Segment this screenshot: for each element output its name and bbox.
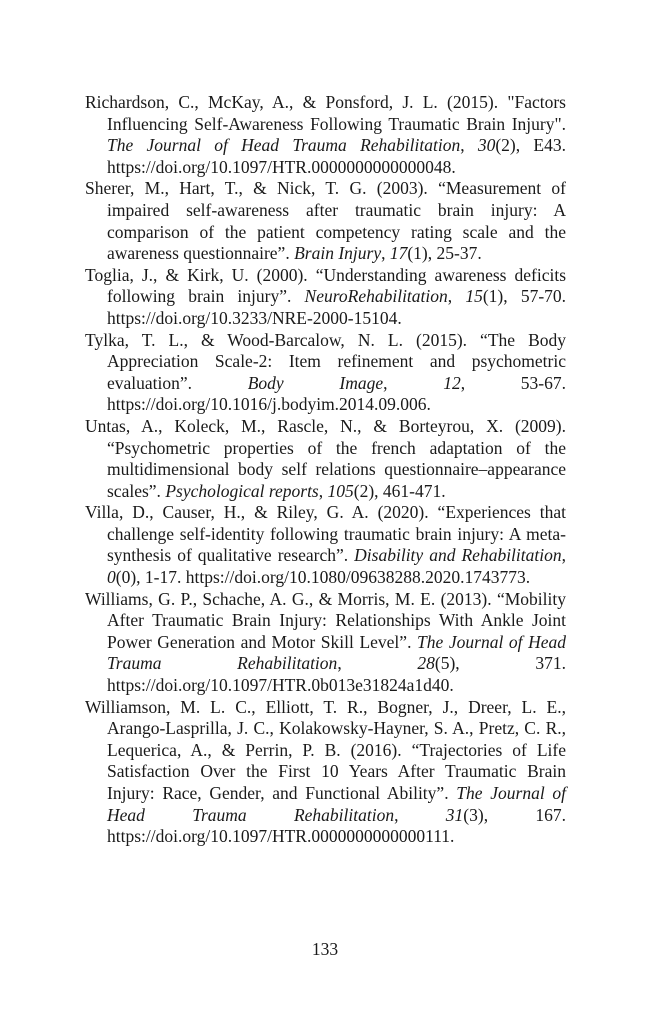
reference-separator: , <box>561 545 566 566</box>
reference-separator: , <box>337 653 418 674</box>
reference-journal: Disability and Rehabilitation <box>354 545 562 566</box>
reference-journal: Brain Injury <box>294 243 382 264</box>
reference-volume: 12 <box>443 372 461 393</box>
reference-entry <box>85 92 566 178</box>
reference-volume: 31 <box>445 804 464 825</box>
reference-separator: , <box>447 286 466 307</box>
reference-volume: 28 <box>417 653 435 674</box>
reference-volume: 30 <box>477 135 496 156</box>
reference-journal: The Journal of Head Trauma Rehabilitation <box>107 135 461 156</box>
reference-separator: , <box>460 135 478 156</box>
reference-details: (2), E43. https://doi.org/10.1097/HTR.0000000000000048. <box>107 135 566 177</box>
reference-journal: Psychological reports <box>165 480 319 501</box>
reference-journal: The Journal of Head Trauma Rehabilitation <box>107 783 566 825</box>
reference-entry <box>85 589 566 697</box>
reference-entry <box>85 265 566 330</box>
reference-separator: , <box>394 804 446 825</box>
reference-authors-title: Villa, D., Causer, H., & Riley, G. A. (2020). “Experiences that challenge self-identity following traumatic brain injury: A meta-synthesis of qualitative research”. <box>85 502 566 566</box>
reference-volume: 15 <box>465 286 483 307</box>
reference-details: (1), 25-37. <box>407 243 482 264</box>
reference-details: , 53-67. https://doi.org/10.1016/j.bodyim.2014.09.006. <box>107 372 566 415</box>
reference-volume: 0 <box>107 567 116 588</box>
reference-journal: The Journal of Head Trauma Rehabilitation <box>107 631 566 674</box>
reference-details: (5), 371. https://doi.org/10.1097/HTR.0b013e31824a1d40. <box>107 653 566 696</box>
reference-journal: Body Image <box>247 372 384 393</box>
reference-entry <box>85 697 566 848</box>
reference-journal: NeuroRehabilitation <box>304 286 448 307</box>
reference-details: (1), 57-70. https://doi.org/10.3233/NRE-2000-15104. <box>107 286 567 328</box>
reference-authors-title: Sherer, M., Hart, T., & Nick, T. G. (2003). “Measurement of impaired self-awareness after traumatic brain injury: A comparison of the patient competency rating scale and the awareness questionnaire”. <box>85 178 566 264</box>
reference-entry <box>85 416 566 502</box>
reference-authors-title: Williamson, M. L. C., Elliott, T. R., Bogner, J., Dreer, L. E., Arango-Lasprilla, J. C., Kolakowsky-Hayner, S. A., Pretz, C. R., Lequerica, A., & Perrin, P. B. (2016). “Trajectories of Life Satisfaction Over the First 10 Years After Traumatic Brain Injury: Race, Gender, and Functional Ability”. <box>85 696 566 803</box>
reference-volume: 105 <box>327 480 354 501</box>
reference-entry <box>85 330 566 416</box>
reference-authors-title: Richardson, C., McKay, A., & Ponsford, J. L. (2015). "Factors Influencing Self-Awareness Following Traumatic Brain Injury". <box>85 92 566 134</box>
reference-separator: , <box>318 480 328 501</box>
reference-authors-title: Williams, G. P., Schache, A. G., & Morris, M. E. (2013). “Mobility After Traumatic Brain Injury: Relationships With Ankle Joint Power Generation and Motor Skill Level”. <box>85 588 566 652</box>
reference-volume: 17 <box>389 243 408 264</box>
reference-entry <box>85 178 566 264</box>
reference-details: (0), 1-17. https://doi.org/10.1080/09638288.2020.1743773. <box>115 567 531 588</box>
reference-separator: , <box>381 243 390 264</box>
page-number: 133 <box>311 939 339 959</box>
reference-authors-title: Tylka, T. L., & Wood-Barcalow, N. L. (2015). “The Body Appreciation Scale-2: Item refinement and psychometric evaluation”. <box>85 329 566 393</box>
reference-details: (2), 461-471. <box>353 480 446 501</box>
reference-authors-title: Untas, A., Koleck, M., Rascle, N., & Borteyrou, X. (2009). “Psychometric properties of the french adaptation of the multidimensional body self relations questionnaire–appearance scales”. <box>85 415 566 501</box>
reference-entry <box>85 502 566 588</box>
reference-list <box>85 92 566 848</box>
reference-separator: , <box>383 372 444 393</box>
reference-authors-title: Toglia, J., & Kirk, U. (2000). “Understanding awareness deficits following brain injury”. <box>85 264 566 307</box>
reference-details: (3), 167. https://doi.org/10.1097/HTR.0000000000000111. <box>107 804 567 847</box>
